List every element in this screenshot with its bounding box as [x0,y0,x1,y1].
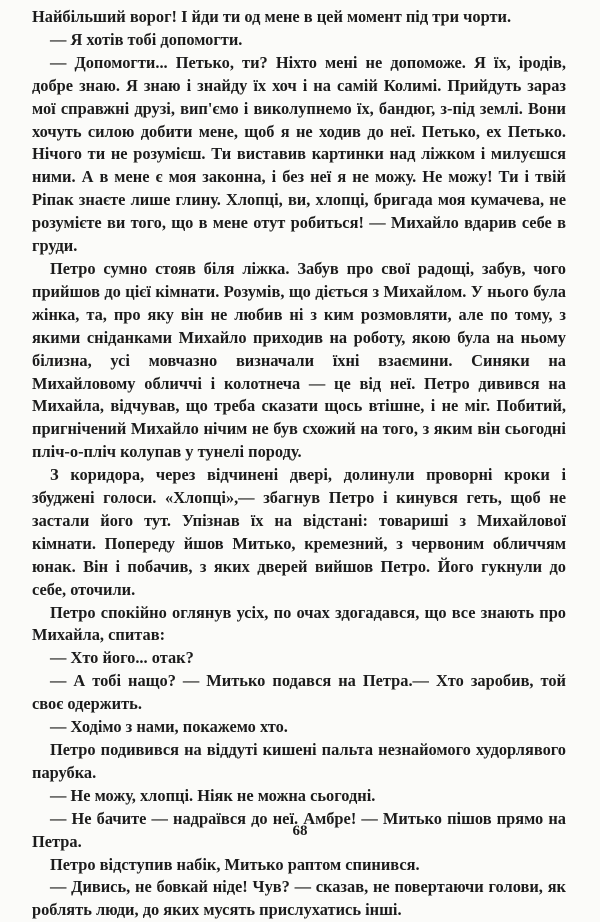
paragraph: — Дивись, не бовкай ніде! Чув? — сказав, не повертаючи голови, як роблять люди, до яких мусять прислухатись інші. [32,877,566,920]
paragraph: — Не можу, хлопці. Ніяк не можна сьогодні. [50,785,376,805]
paragraph: — Ходімо з нами, покажемо хто. [50,717,288,737]
paragraph: — Допомогти... Петько, ти? Ніхто мені не допоможе. Я їх, іродів, добре знаю. Я знаю і знайду їх хоч і на самій Колимі. Прийдуть зараз мої справжні друзі, вип'ємо і виколупнемо їх, бандюг, з-під землі. Вони хочуть силою добити мене, щоб я не ходив до неї. Петько, ех Петько. Нічого ти не розумієш. Ти виставив картинки над ліжком і милуєшся ними. А в мене є моя законна, і без неї я не можу. Не можу! Ти і твій Ріпак знаєте лише глину. Хлопці, ви, хлопці, бригада моя кумачева, не розумієте ви того, що в мене отут робиться! — Михайло вдарив себе в груди. [32,52,566,256]
paragraph: Петро сумно стояв біля ліжка. Забув про свої радощі, забув, чого прийшов до цієї кімнати. Розумів, що діється з Михайлом. У нього була жінка, та, про яку він не любив ні з ким розмовляти, але по тому, з якими сніданками Михайло приходив на роботу, якою була на ньому білизна, усі мовчазно визначали їхні взаємини. Синяки на Михайловому обличчі і колотнеча — це від неї. Петро дивився на Михайла, відчував, що треба сказати щось втішне, і не міг. Побитий, пригнічений Михайло нічим не був схожий на того, з яким він сьогодні пліч-о-пліч колупав у тунелі породу. [32,258,566,462]
page-number: 68 [292,823,308,839]
paragraph: Петро подивився на віддуті кишені пальта незнайомого худорлявого парубка. [32,740,566,782]
paragraph: — Хто його... отак? [50,648,194,668]
paragraph: — Не бачите — надраївся до неї. Амбре! — Митько пішов прямо на Петра. [32,808,566,851]
paragraph: Петро спокійно оглянув усіх, по очах здогадався, що все знають про Михайла, спитав: [32,602,566,645]
paragraph-continuation: Найбільший ворог! І йди ти од мене в цей момент під три чорти. [32,7,512,26]
paragraph: — Я хотів тобі допомогти. [50,29,243,49]
paragraph: — А тобі нащо? — Митько подався на Петра.— Хто заробив, той своє одержить. [32,671,566,714]
paragraph: Петро відступив набік, Митько раптом спинився. [50,854,420,874]
paragraph: З коридора, через відчинені двері, долинули проворні кроки і збуджені голоси. «Хлопці»,— збагнув Петро і кинувся геть, щоб не застали його тут. Упізнав їх на відстані: товариші з Михайлової кімнати. Попереду йшов Митько, кремезний, з червоним обличчям юнак. Він і побачив, з яких дверей вийшов Петро. Його гукнули до себе, оточили. [32,465,566,599]
